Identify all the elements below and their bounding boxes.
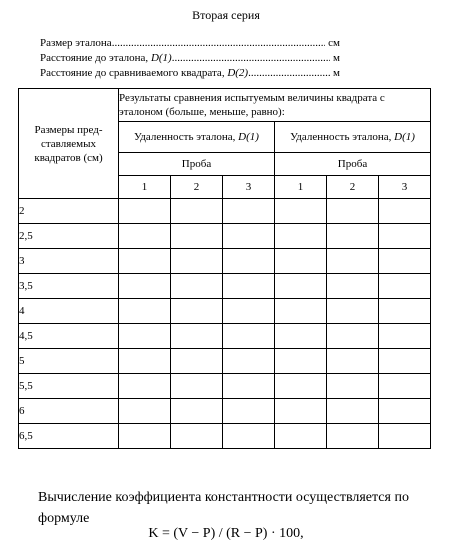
result-cell[interactable] bbox=[379, 349, 431, 374]
result-cell[interactable] bbox=[119, 224, 171, 249]
table-row bbox=[19, 324, 431, 349]
result-cell[interactable] bbox=[379, 299, 431, 324]
result-cell[interactable] bbox=[223, 299, 275, 324]
param-row-distance-compared bbox=[40, 66, 340, 81]
probe-number: 1 bbox=[275, 176, 327, 199]
result-cell[interactable] bbox=[379, 399, 431, 424]
probe-number: 1 bbox=[119, 176, 171, 199]
result-cell[interactable] bbox=[119, 199, 171, 224]
param-row-standard-size bbox=[40, 36, 340, 51]
param-unit: м bbox=[333, 67, 340, 79]
result-cell[interactable] bbox=[327, 424, 379, 449]
size-cell: 2,5 bbox=[19, 224, 119, 249]
result-cell[interactable] bbox=[275, 299, 327, 324]
table-row bbox=[19, 399, 431, 424]
dotted-fill bbox=[172, 51, 330, 66]
result-cell[interactable] bbox=[379, 324, 431, 349]
result-cell[interactable] bbox=[171, 399, 223, 424]
size-cell: 3 bbox=[19, 249, 119, 274]
results-table bbox=[18, 88, 431, 449]
result-cell[interactable] bbox=[223, 399, 275, 424]
size-cell: 3,5 bbox=[19, 274, 119, 299]
result-cell[interactable] bbox=[327, 374, 379, 399]
result-cell[interactable] bbox=[275, 249, 327, 274]
result-cell[interactable] bbox=[223, 324, 275, 349]
explanation-text: Вычисление коэффициента константности осуществляется по формуле bbox=[38, 490, 409, 526]
result-cell[interactable] bbox=[327, 274, 379, 299]
table-row bbox=[19, 374, 431, 399]
result-cell[interactable] bbox=[119, 349, 171, 374]
result-cell[interactable] bbox=[275, 349, 327, 374]
result-cell[interactable] bbox=[223, 349, 275, 374]
param-label-text: Расстояние до сравниваемого квадрата, bbox=[40, 67, 228, 79]
result-cell[interactable] bbox=[119, 324, 171, 349]
size-cell: 4,5 bbox=[19, 324, 119, 349]
result-cell[interactable] bbox=[223, 249, 275, 274]
sizes-column-header: Размеры пред-ставляемых квадратов (см) bbox=[19, 89, 119, 199]
probe-number: 3 bbox=[223, 176, 275, 199]
result-cell[interactable] bbox=[275, 424, 327, 449]
distance-header-1 bbox=[119, 122, 275, 153]
result-cell[interactable] bbox=[171, 199, 223, 224]
result-cell[interactable] bbox=[171, 249, 223, 274]
result-cell[interactable] bbox=[327, 324, 379, 349]
param-label-symbol: D(2) bbox=[227, 67, 249, 79]
dotted-fill bbox=[248, 66, 330, 81]
param-label-text: Расстояние до эталона, bbox=[40, 52, 151, 64]
distance-symbol: D(1) bbox=[394, 131, 415, 143]
result-cell[interactable] bbox=[223, 374, 275, 399]
result-cell[interactable] bbox=[275, 274, 327, 299]
result-cell[interactable] bbox=[379, 199, 431, 224]
param-row-distance-standard bbox=[40, 51, 340, 66]
table-row bbox=[19, 224, 431, 249]
result-cell[interactable] bbox=[275, 324, 327, 349]
dotted-fill bbox=[112, 36, 325, 51]
distance-header-text: Удаленность эталона, bbox=[290, 131, 395, 143]
param-unit: м bbox=[333, 52, 340, 64]
formula: K = (V − P) / (R − P) · 100, bbox=[148, 526, 304, 541]
distance-symbol: D(1) bbox=[238, 131, 259, 143]
result-cell[interactable] bbox=[379, 249, 431, 274]
result-cell[interactable] bbox=[171, 224, 223, 249]
result-cell[interactable] bbox=[119, 424, 171, 449]
result-cell[interactable] bbox=[275, 224, 327, 249]
results-header: Результаты сравнения испытуемым величины квадрата с эталоном (больше, меньше, равно): bbox=[119, 89, 431, 122]
result-cell[interactable] bbox=[379, 374, 431, 399]
result-cell[interactable] bbox=[119, 274, 171, 299]
result-cell[interactable] bbox=[327, 399, 379, 424]
size-cell: 2 bbox=[19, 199, 119, 224]
result-cell[interactable] bbox=[171, 324, 223, 349]
series-title: Вторая серия bbox=[192, 8, 260, 22]
result-cell[interactable] bbox=[379, 224, 431, 249]
result-cell[interactable] bbox=[223, 224, 275, 249]
result-cell[interactable] bbox=[379, 424, 431, 449]
size-cell: 4 bbox=[19, 299, 119, 324]
result-cell[interactable] bbox=[119, 374, 171, 399]
result-cell[interactable] bbox=[275, 374, 327, 399]
table-row bbox=[19, 424, 431, 449]
table-row bbox=[19, 274, 431, 299]
result-cell[interactable] bbox=[171, 374, 223, 399]
result-cell[interactable] bbox=[223, 199, 275, 224]
size-cell: 5 bbox=[19, 349, 119, 374]
table-row bbox=[19, 199, 431, 224]
probe-number: 3 bbox=[379, 176, 431, 199]
table-row bbox=[19, 249, 431, 274]
result-cell[interactable] bbox=[171, 274, 223, 299]
result-cell[interactable] bbox=[223, 274, 275, 299]
size-cell: 6,5 bbox=[19, 424, 119, 449]
result-cell[interactable] bbox=[275, 199, 327, 224]
size-cell: 5,5 bbox=[19, 374, 119, 399]
size-cell: 6 bbox=[19, 399, 119, 424]
param-label bbox=[40, 51, 172, 66]
results-body bbox=[19, 199, 431, 449]
result-cell[interactable] bbox=[379, 274, 431, 299]
result-cell[interactable] bbox=[327, 224, 379, 249]
result-cell[interactable] bbox=[327, 199, 379, 224]
param-label-symbol: D(1) bbox=[150, 52, 172, 64]
distance-header-2 bbox=[275, 122, 431, 153]
table-row bbox=[19, 349, 431, 374]
distance-header-text: Удаленность эталона, bbox=[134, 131, 239, 143]
param-unit: см bbox=[328, 37, 340, 49]
result-cell[interactable] bbox=[119, 399, 171, 424]
result-cell[interactable] bbox=[119, 249, 171, 274]
param-label bbox=[40, 66, 248, 81]
result-cell[interactable] bbox=[275, 399, 327, 424]
probe-number: 2 bbox=[171, 176, 223, 199]
probe-header-1: Проба bbox=[119, 153, 275, 176]
result-cell[interactable] bbox=[327, 249, 379, 274]
result-cell[interactable] bbox=[171, 424, 223, 449]
parameters-block bbox=[40, 36, 340, 81]
probe-number: 2 bbox=[327, 176, 379, 199]
result-cell[interactable] bbox=[327, 349, 379, 374]
probe-header-2: Проба bbox=[275, 153, 431, 176]
result-cell[interactable] bbox=[171, 299, 223, 324]
result-cell[interactable] bbox=[171, 349, 223, 374]
result-cell[interactable] bbox=[327, 299, 379, 324]
result-cell[interactable] bbox=[223, 424, 275, 449]
param-label: Размер эталона bbox=[40, 37, 112, 49]
result-cell[interactable] bbox=[119, 299, 171, 324]
table-row bbox=[19, 299, 431, 324]
